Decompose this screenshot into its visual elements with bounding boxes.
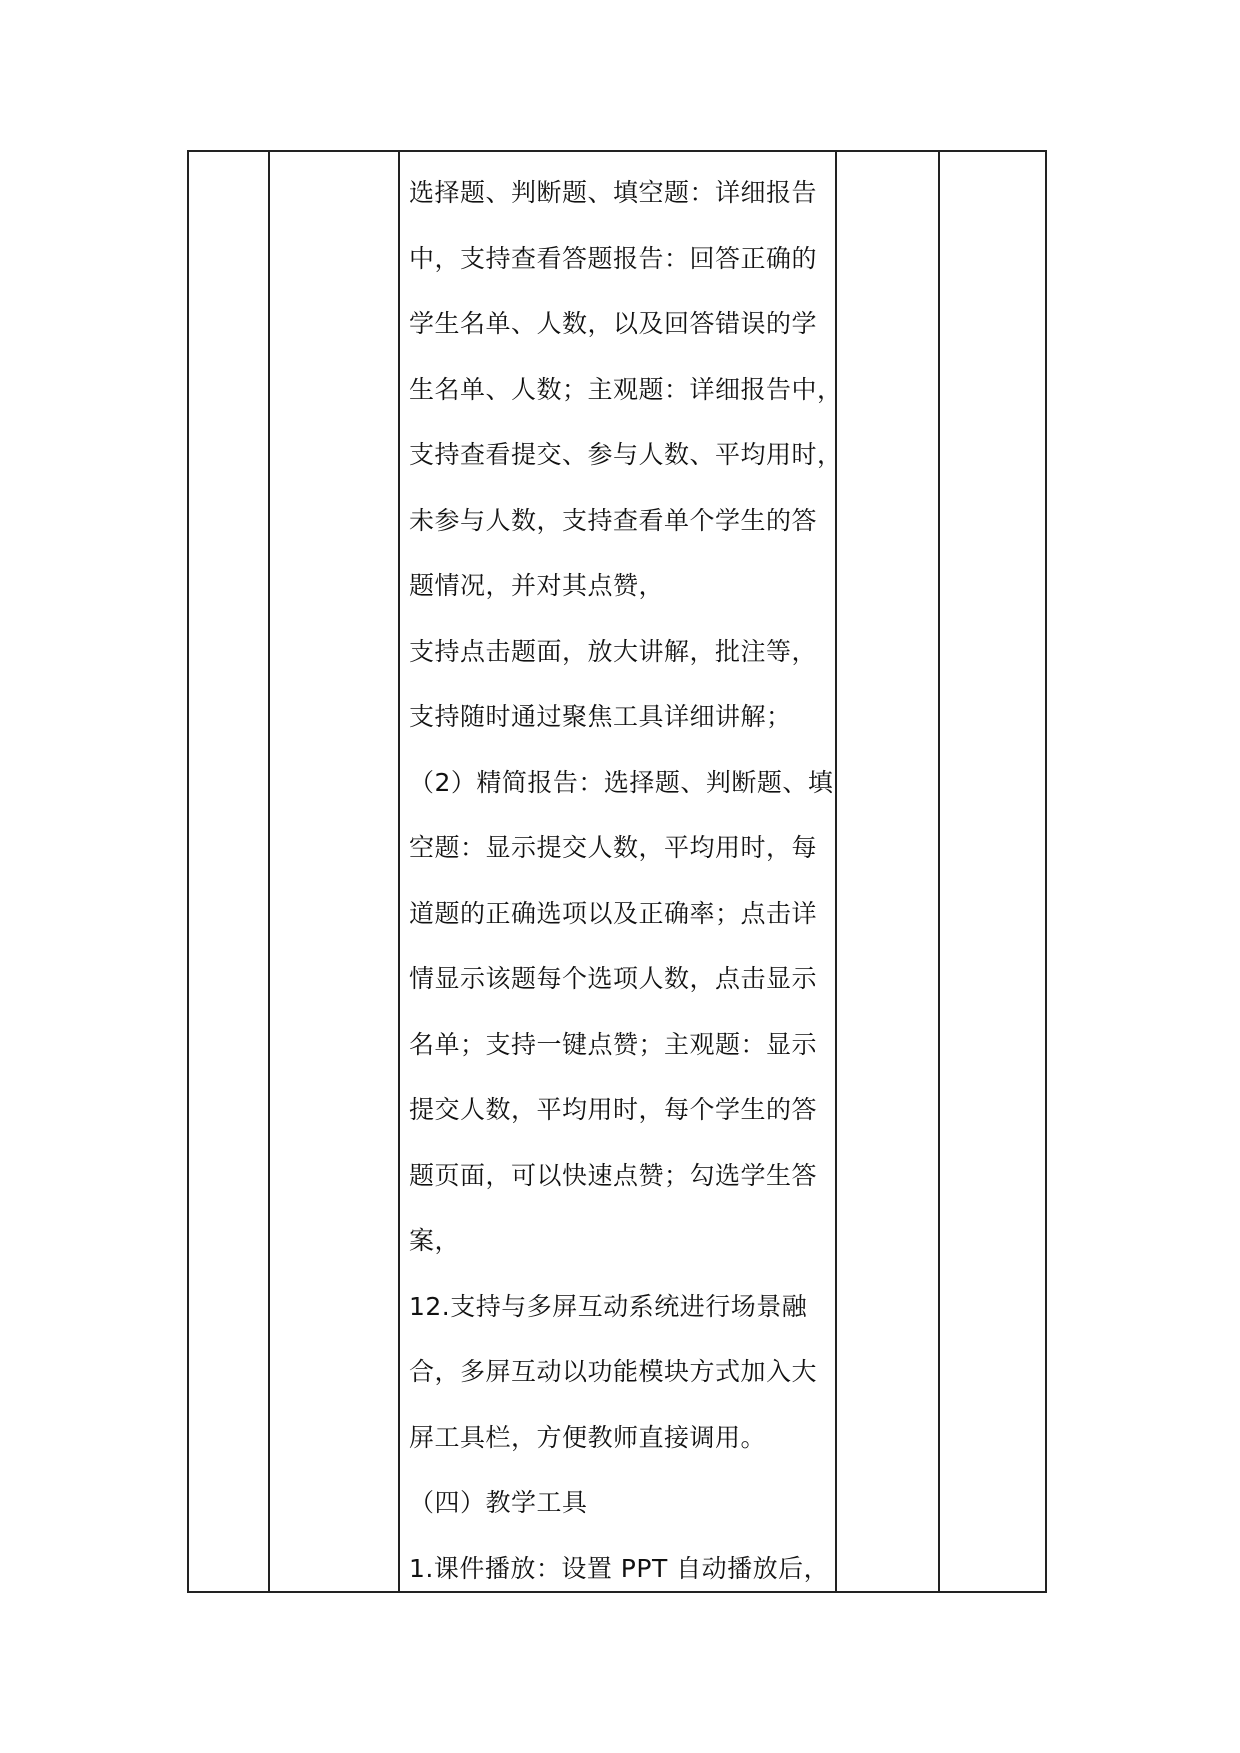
column-divider-4 bbox=[938, 152, 940, 1591]
text-line: 案， bbox=[409, 1226, 461, 1255]
text-line: 屏工具栏，方便教师直接调用。 bbox=[409, 1422, 767, 1452]
text-line: 12.支持与多屏互动系统进行场景融 bbox=[409, 1291, 808, 1321]
text-line: 情显示该题每个选项人数，点击显示 bbox=[409, 964, 818, 993]
text-line: 支持点击题面，放大讲解，批注等， bbox=[409, 636, 818, 666]
text-line: 道题的正确选项以及正确率；点击详 bbox=[409, 898, 818, 928]
text-line: （四）教学工具 bbox=[409, 1488, 588, 1517]
column-divider-3 bbox=[835, 152, 837, 1591]
text-line: 题页面，可以快速点赞；勾选学生答 bbox=[409, 1160, 818, 1190]
text-line: 1.课件播放：设置 PPT 自动播放后， bbox=[409, 1553, 830, 1583]
text-line: 学生名单、人数，以及回答错误的学 bbox=[409, 309, 818, 338]
text-line: 空题：显示提交人数，平均用时，每 bbox=[409, 833, 818, 862]
text-line: （2）精简报告：选择题、判断题、填 bbox=[409, 767, 834, 797]
text-line: 合，多屏互动以功能模块方式加入大 bbox=[409, 1357, 818, 1386]
text-line: 支持随时通过聚焦工具详细讲解； bbox=[409, 702, 792, 731]
requirement-cell-text bbox=[409, 160, 843, 1601]
text-line: 提交人数，平均用时，每个学生的答 bbox=[409, 1095, 818, 1124]
text-line: 未参与人数，支持查看单个学生的答 bbox=[409, 505, 818, 535]
column-divider-1 bbox=[268, 152, 270, 1591]
text-line: 名单；支持一键点赞；主观题：显示 bbox=[409, 1029, 818, 1059]
text-line: 题情况，并对其点赞， bbox=[409, 571, 665, 600]
column-divider-2 bbox=[398, 152, 400, 1591]
text-line: 中，支持查看答题报告：回答正确的 bbox=[409, 243, 818, 273]
text-line: 支持查看提交、参与人数、平均用时， bbox=[409, 440, 843, 469]
text-line: 生名单、人数；主观题：详细报告中， bbox=[409, 374, 843, 404]
text-line: 选择题、判断题、填空题：详细报告 bbox=[409, 178, 818, 207]
